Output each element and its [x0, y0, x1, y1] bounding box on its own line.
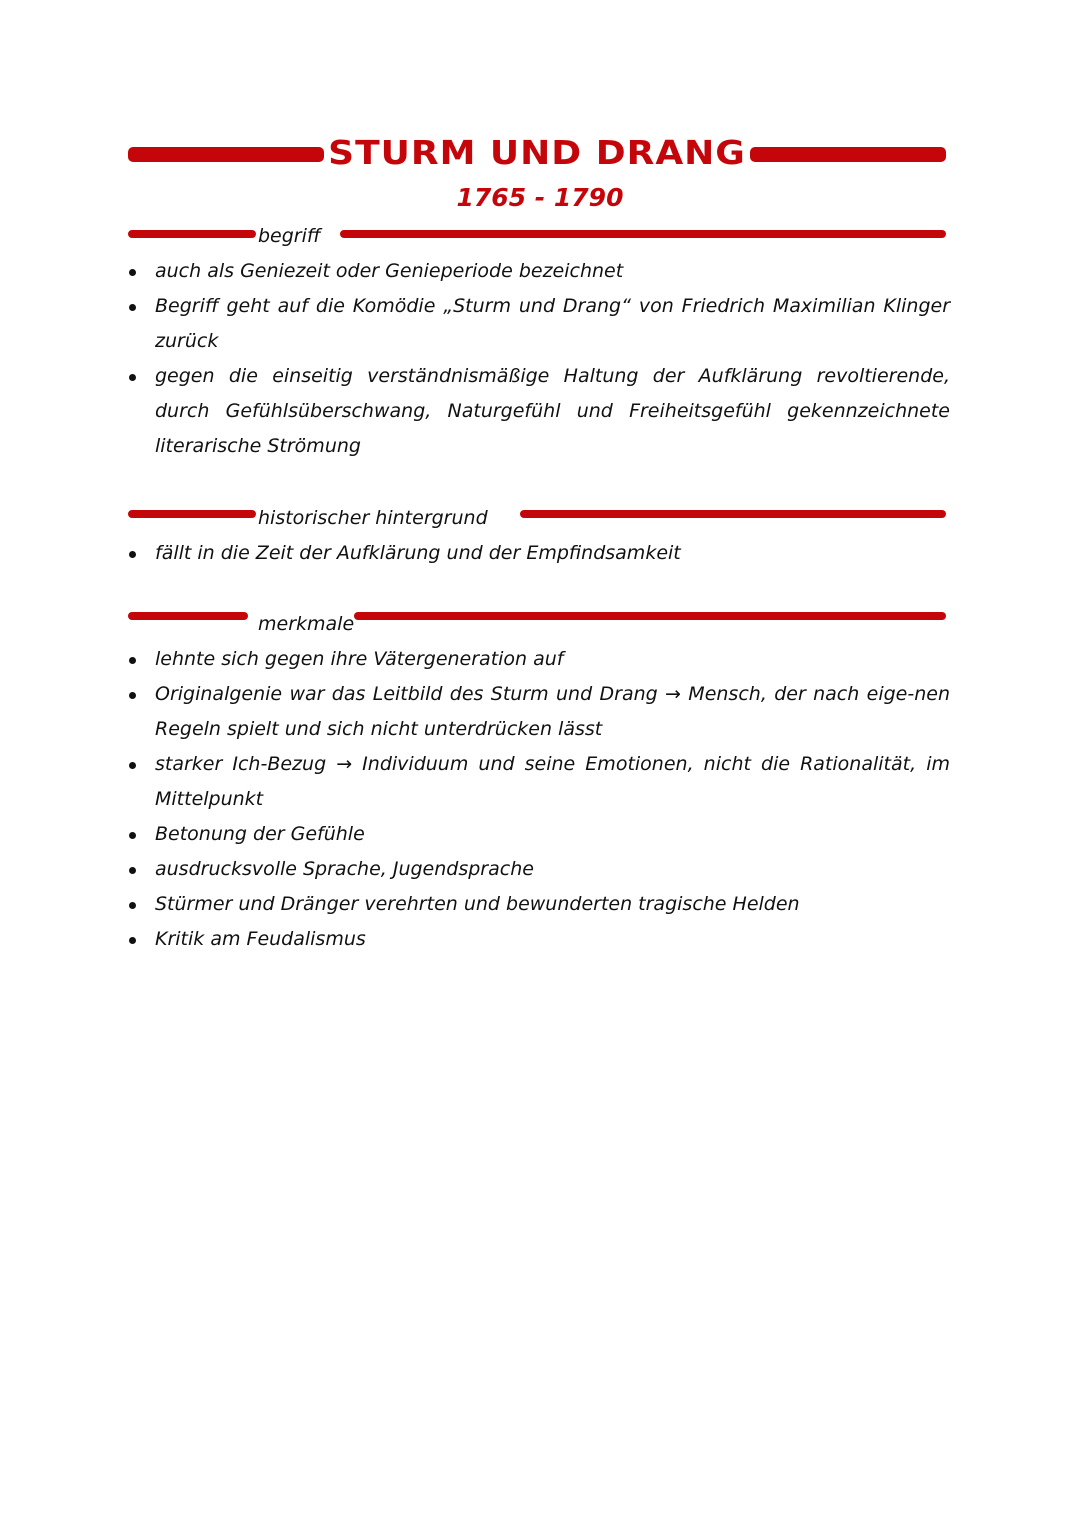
- bullet-icon: [129, 657, 136, 664]
- section-bar-left: [128, 510, 256, 518]
- list-item-text: Begriff geht auf die Komödie „Sturm und Drang“ von Friedrich Maximilian Klinger zurück: [155, 295, 950, 352]
- list-item-text: starker Ich-Bezug → Individuum und seine Emotionen, nicht die Rationalität, im Mittelpunkt: [155, 753, 950, 810]
- section-bar-left: [128, 230, 256, 238]
- bullet-icon: [129, 692, 136, 699]
- list-item-text: Stürmer und Dränger verehrten und bewunderten tragische Helden: [155, 893, 800, 915]
- bullet-icon: [129, 551, 136, 558]
- list-item-text: gegen die einseitig verständnismäßige Haltung der Aufklärung revoltierende, durch Gefühlsüberschwang, Naturgefühl und Freiheitsgefühl gekennzeichnete literarische Strömung: [155, 365, 950, 457]
- section-header-historischer-hintergrund: [128, 502, 946, 528]
- list-item: [128, 359, 950, 464]
- section-header-merkmale: [128, 606, 946, 635]
- list-item: [128, 642, 950, 677]
- bullet-icon: [129, 304, 136, 311]
- list-item: [128, 677, 950, 747]
- bullet-icon: [129, 902, 136, 909]
- section-heading: merkmale: [258, 613, 355, 635]
- section-heading: historischer hintergrund: [258, 507, 488, 529]
- bullet-icon: [129, 762, 136, 769]
- list-item: [128, 922, 950, 957]
- section-bar-left: [128, 612, 248, 620]
- section-header-begriff: [128, 222, 946, 248]
- year-range: 1765 - 1790: [456, 183, 624, 212]
- list-item: [128, 887, 950, 922]
- bullet-icon: [129, 832, 136, 839]
- page-title: STURM UND DRANG: [328, 134, 746, 173]
- bullet-icon: [129, 937, 136, 944]
- title-bar-right: [750, 147, 946, 162]
- list-item: [128, 852, 950, 887]
- bullet-icon: [129, 374, 136, 381]
- section-bar-right: [520, 510, 946, 518]
- title-banner: [128, 132, 946, 176]
- list-item-text: fällt in die Zeit der Aufklärung und der Empfindsamkeit: [155, 542, 681, 564]
- list-item: [128, 747, 950, 817]
- list-item: [128, 254, 950, 289]
- list-item-text: ausdrucksvolle Sprache, Jugendsprache: [155, 858, 534, 880]
- section-bar-right: [340, 230, 946, 238]
- bullet-icon: [129, 867, 136, 874]
- title-bar-left: [128, 147, 324, 162]
- list-item-text: auch als Geniezeit oder Genieperiode bezeichnet: [155, 260, 624, 282]
- list-item: [128, 536, 950, 571]
- section-list-historischer-hintergrund: [128, 536, 950, 571]
- list-item-text: Originalgenie war das Leitbild des Sturm und Drang → Mensch, der nach eige-nen Regeln spielt und sich nicht unterdrücken lässt: [155, 683, 950, 740]
- section-list-begriff: [128, 254, 950, 464]
- list-item-text: lehnte sich gegen ihre Vätergeneration auf: [155, 648, 564, 670]
- list-item: [128, 289, 950, 359]
- section-bar-right: [354, 612, 946, 620]
- list-item-text: Betonung der Gefühle: [155, 823, 365, 845]
- section-list-merkmale: [128, 642, 950, 957]
- bullet-icon: [129, 269, 136, 276]
- list-item-text: Kritik am Feudalismus: [155, 928, 366, 950]
- section-heading: begriff: [258, 225, 321, 247]
- list-item: [128, 817, 950, 852]
